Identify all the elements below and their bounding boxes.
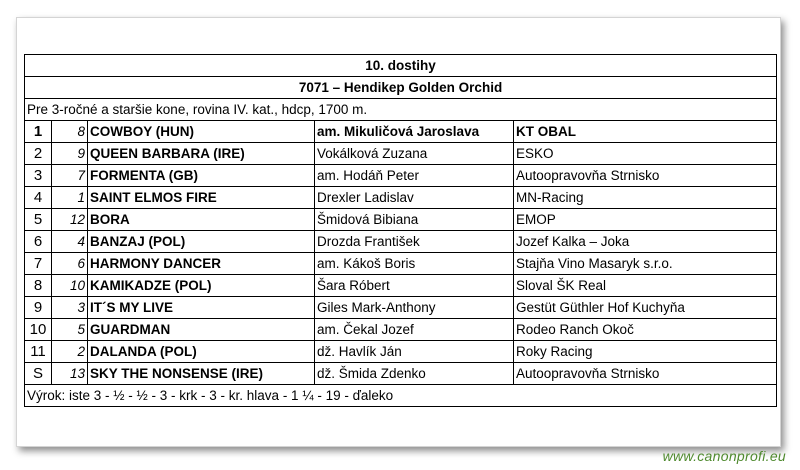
owner-name: Roky Racing <box>514 341 777 363</box>
owner-name: MN-Racing <box>514 187 777 209</box>
horse-name: HARMONY DANCER <box>88 253 315 275</box>
owner-name: Gestüt Güthler Hof Kuchyňa <box>514 297 777 319</box>
horse-name: DALANDA (POL) <box>88 341 315 363</box>
horse-name: QUEEN BARBARA (IRE) <box>88 143 315 165</box>
jockey-name: Drozda František <box>315 231 514 253</box>
finish-position: 5 <box>25 209 52 231</box>
result-row <box>25 143 777 165</box>
owner-name: KT OBAL <box>514 121 777 143</box>
horse-name: BANZAJ (POL) <box>88 231 315 253</box>
owner-name: ESKO <box>514 143 777 165</box>
horse-name: BORA <box>88 209 315 231</box>
finish-position: 10 <box>25 319 52 341</box>
result-row <box>25 253 777 275</box>
jockey-name: Drexler Ladislav <box>315 187 514 209</box>
race-name: 7071 – Hendikep Golden Orchid <box>25 77 777 99</box>
race-conditions-row <box>25 99 777 121</box>
jockey-name: Giles Mark-Anthony <box>315 297 514 319</box>
race-name-row <box>25 77 777 99</box>
verdict-row <box>25 385 777 407</box>
start-number: 4 <box>52 231 88 253</box>
start-number: 3 <box>52 297 88 319</box>
horse-name: COWBOY (HUN) <box>88 121 315 143</box>
finish-position: 3 <box>25 165 52 187</box>
owner-name: Autoopravovňa Strnisko <box>514 363 777 385</box>
jockey-name: Šmidová Bibiana <box>315 209 514 231</box>
jockey-name: dž. Šmida Zdenko <box>315 363 514 385</box>
result-row <box>25 275 777 297</box>
start-number: 9 <box>52 143 88 165</box>
result-row <box>25 319 777 341</box>
race-results-table <box>24 54 777 407</box>
finish-position: 4 <box>25 187 52 209</box>
horse-name: IT´S MY LIVE <box>88 297 315 319</box>
finish-position: 9 <box>25 297 52 319</box>
watermark: www.canonprofi.eu <box>662 448 786 464</box>
start-number: 10 <box>52 275 88 297</box>
start-number: 2 <box>52 341 88 363</box>
horse-name: GUARDMAN <box>88 319 315 341</box>
horse-name: KAMIKADZE (POL) <box>88 275 315 297</box>
race-title: 10. dostihy <box>25 55 777 77</box>
finish-position: S <box>25 363 52 385</box>
jockey-name: Šara Róbert <box>315 275 514 297</box>
race-conditions: Pre 3-ročné a staršie kone, rovina IV. kat., hdcp, 1700 m. <box>25 99 777 121</box>
owner-name: Stajňa Vino Masaryk s.r.o. <box>514 253 777 275</box>
horse-name: SKY THE NONSENSE (IRE) <box>88 363 315 385</box>
horse-name: SAINT ELMOS FIRE <box>88 187 315 209</box>
owner-name: EMOP <box>514 209 777 231</box>
finish-position: 7 <box>25 253 52 275</box>
start-number: 5 <box>52 319 88 341</box>
owner-name: Rodeo Ranch Okoč <box>514 319 777 341</box>
start-number: 12 <box>52 209 88 231</box>
result-row <box>25 297 777 319</box>
start-number: 7 <box>52 165 88 187</box>
start-number: 6 <box>52 253 88 275</box>
finish-position: 6 <box>25 231 52 253</box>
race-verdict: Výrok: iste 3 - ½ - ½ - 3 - krk - 3 - kr. hlava - 1 ¼ - 19 - ďaleko <box>25 385 777 407</box>
result-row <box>25 209 777 231</box>
horse-name: FORMENTA (GB) <box>88 165 315 187</box>
owner-name: Jozef Kalka – Joka <box>514 231 777 253</box>
start-number: 8 <box>52 121 88 143</box>
race-title-row <box>25 55 777 77</box>
finish-position: 8 <box>25 275 52 297</box>
finish-position: 11 <box>25 341 52 363</box>
jockey-name: am. Hodáň Peter <box>315 165 514 187</box>
finish-position: 1 <box>25 121 52 143</box>
result-row <box>25 341 777 363</box>
result-row <box>25 187 777 209</box>
owner-name: Autoopravovňa Strnisko <box>514 165 777 187</box>
start-number: 13 <box>52 363 88 385</box>
jockey-name: am. Čekal Jozef <box>315 319 514 341</box>
start-number: 1 <box>52 187 88 209</box>
jockey-name: am. Mikuličová Jaroslava <box>315 121 514 143</box>
finish-position: 2 <box>25 143 52 165</box>
owner-name: Sloval ŠK Real <box>514 275 777 297</box>
jockey-name: am. Kákoš Boris <box>315 253 514 275</box>
jockey-name: Vokálková Zuzana <box>315 143 514 165</box>
result-row <box>25 165 777 187</box>
jockey-name: dž. Havlík Ján <box>315 341 514 363</box>
result-row <box>25 231 777 253</box>
result-row <box>25 363 777 385</box>
result-row <box>25 121 777 143</box>
